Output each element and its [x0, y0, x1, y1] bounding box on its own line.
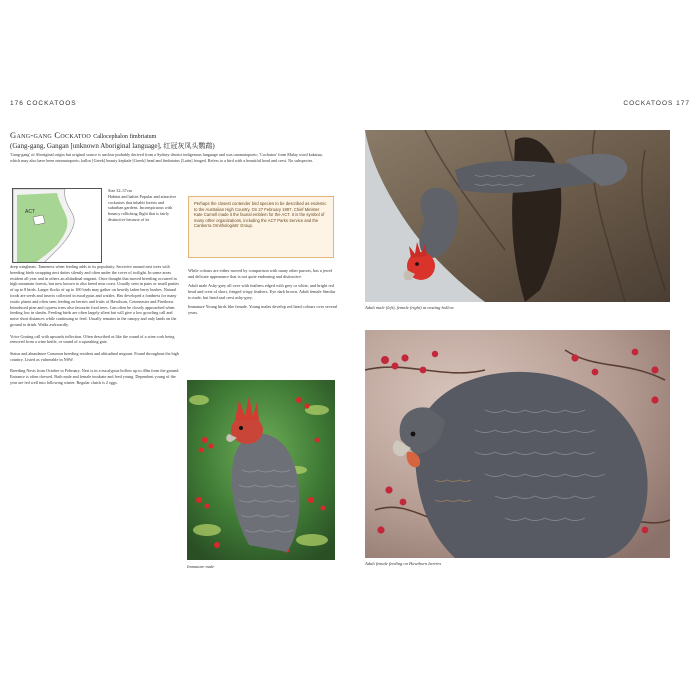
- photo-immature-male: [187, 380, 335, 560]
- size-habitat-text: Size 32–37cm Habitat and habits Popular and attractive cockatoos that inhabit forests and suburban gardens. Inconspicuous with bouncy rollicking flight that is fairly distinctive because of its: [108, 188, 177, 222]
- photo-svg: [187, 380, 335, 560]
- species-title: [10, 130, 350, 140]
- map-svg: [13, 189, 102, 263]
- right-page: [365, 100, 690, 590]
- species-scientific-name: Callocephalon fimbriatum: [93, 134, 157, 140]
- map-label: ACT: [25, 209, 35, 215]
- description-paragraph: While colours are either moved by comparison with many other parrots, has a jewel and delicate appearance that is not quite endearing and distinctive.: [188, 268, 333, 279]
- caption-immature: Immature male: [187, 564, 215, 569]
- photo-svg: [365, 130, 670, 302]
- description-paragraph: Immature Young birds like female. Young males develop red head colours over several years.: [188, 304, 338, 315]
- photo-feeding: [365, 330, 670, 558]
- left-page: [10, 100, 350, 590]
- photo-nesting-hollow: [365, 130, 670, 302]
- photo-svg: [365, 330, 670, 558]
- species-common-name: Gang-gang Cockatoo: [10, 130, 92, 140]
- callout-box: Perhaps the closest contender bird species to be described as endemic to the Australian High Country. On 27 February 1997, Chief Minister Kate Carnell made it the faunal emblem for the ACT. It is the symbol of many other organizations, including the ACT Parks Service and the Canberra Ornithologists' Group.: [188, 196, 334, 258]
- species-alt-names: (Gang-gang, Gangan [unknown Aboriginal language], 红冠灰凤头鹦鹉): [10, 142, 215, 150]
- caption-top: Adult male (left), female (right) at nesting hollow: [365, 305, 454, 310]
- description-paragraph: Adult male Ashy-grey all over with feathers edged with grey or white, and bright red head and crest of short, fringed wispy feathers. Eye dark brown. Adult female Similar to male, but head and crest ashy-grey.: [188, 283, 336, 300]
- running-head-left: 176 COCKATOOS: [10, 100, 77, 107]
- caption-bottom: Adult female feeding on Hawthorn berries: [365, 561, 442, 566]
- intro-paragraph: 'Gang-gang' of Aboriginal origin but original source is unclear probably derived from a Sydney district indigenous language and was onomatopoeic; 'Cockatoo' from Malay word kakatua, which may also have been onomatopoeic; kallos [Greek] beauty kephale [Greek] head and fimbriatus [Latin] fringed. Refers to a bird with a beautiful head and crest. No subspecies.: [10, 152, 323, 163]
- running-head-right: COCKATOOS 177: [623, 100, 690, 107]
- description-column: [188, 268, 338, 319]
- distribution-map: [12, 188, 102, 263]
- main-body-text: deep wingbeats. Tameness when feeding adds to its popularity. Secretive around nest trees with breeding birds swapping nest duties silently and often under the cover of twilight. In some areas resident all year and in others an altitudinal migrant. Once thought that moved breeding occurred in high mountain forests, but now known to also breed near coast. Usually seen in pairs or small parties of up to 8 birds. Larger flocks of up to 100 birds may gather on heavily laden berry bushes. Natural foods are seeds and insects collected in eucalyptus and wattles. Has developed a fondness for many exotic plants and often seen feeding on berries and fruits of Hawthorn, Cotoneaster and Firethorn. Introduced pine and cypress trees also favourite food trees. Can often be closely approached when feeding low in shrubs. Feeding birds are often largely silent but will give a low growling call and noise short distances while continuing to feed. Usually remains in the canopy and only lands on the ground to drink. Walks awkwardly. Voice Grating call with upwards inflection. Often described as like the sound of a wine cork being removed from a wine bottle, or sound of a squeaking gate. Status and abundance Common breeding resident and altitudinal migrant. Found throughout the high country. Listed as vulnerable in NSW. Breeding Nests from October to February. Nest is in a eucalyptus hollow up to 40m from the ground. Entrance is often chewed. Both male and female incubate and feed young. Dependent young of the year are fed well into following winter. Regular clutch is 2 eggs.: [10, 264, 180, 385]
